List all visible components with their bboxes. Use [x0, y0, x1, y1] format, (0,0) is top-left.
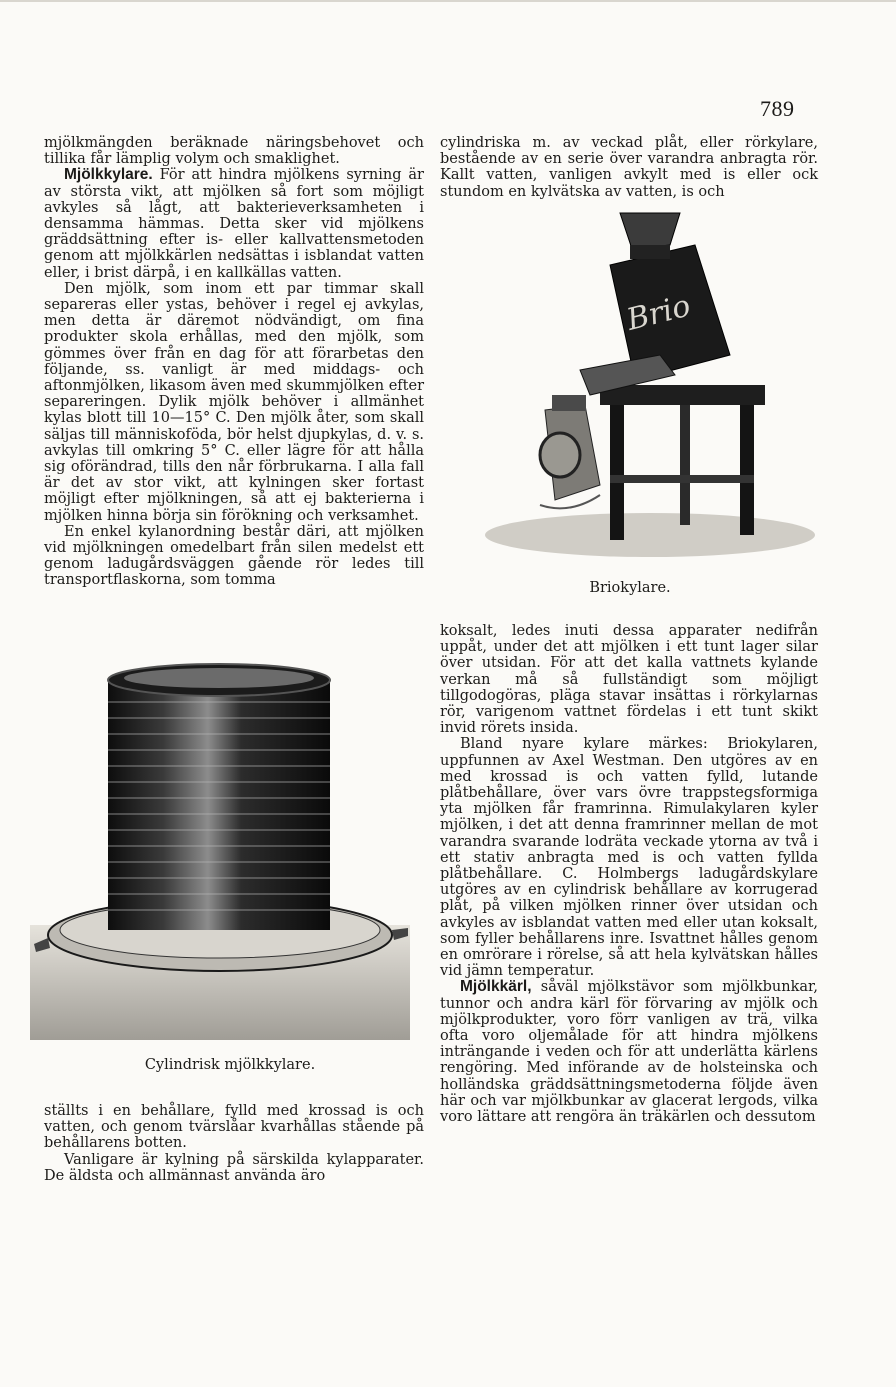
right-column-bottom-text: [440, 623, 818, 1125]
paragraph-text: cylindriska m. av veckad plåt, eller rörkylare, bestående av en serie över varandra anbragta rör. Kallt vatten, vanligen avkylt med is eller ock stundom en kylvätska av vatten, is och: [440, 135, 818, 200]
brio-cooler-figure: [460, 205, 820, 565]
paragraph: [44, 1103, 424, 1152]
floor-shadow: [485, 513, 815, 557]
paragraph-text: koksalt, ledes inuti dessa apparater nedifrån uppåt, under det att mjölken i ett tunt lager silar över utsidan. För att det kalla vattnets kylande verkan må så fullständigt som möjligt tillgodogöras, pläga stavar insättas i rörkylarnas rör, varigenom vattnet fördelas i ett tunt skikt invid rörets insida.: [440, 623, 818, 737]
paragraph: [44, 281, 424, 524]
top-funnel: [620, 213, 680, 249]
paragraph-text: För att hindra mjölkens syrning är av största vikt, att mjölken så fort som möjligt avkyles så lågt, att bakterieverksamheten i densamma hämmas. Detta sker vid mjölkens gräddsättning efter is- eller kallvattensmetoden genom att mjölkkärlen nedsättas i isblandat vatten eller, i brist därpå, i en kallkällas vatten.: [44, 167, 424, 281]
paragraph-heading: Mjölkkylare.: [64, 166, 153, 184]
right-column-top-text: [440, 135, 818, 200]
stand-leg-left: [610, 395, 624, 540]
paragraph: [440, 623, 818, 736]
page-top-edge: [0, 0, 896, 2]
paragraph-text: Den mjölk, som inom ett par timmar skall separeras eller ystas, behöver i regel ej avkylas, men detta är däremot nödvändigt, om fina produkter skola erhållas, med den mjölk, som gömmes över från en dag för att förarbetas den följande, ss. vanligt är med middags- och aftonmjölken, likasom även med skummjölken efter separeringen. Dylik mjölk behöver i allmänhet kylas blott till 10—15° C. Den mjölk åter, som skall säljas till människoföda, bör helst djupkylas, d. v. s. avkylas till omkring 5° C. eller lägre för att hålla sig oförändrad, tills den når förbrukarna. I alla fall är det av stor vikt, att kylningen sker fortast möjligt efter mjölkningen, så att ej bakterierna i mjölken hinna börja sin förökning och verksamhet.: [44, 280, 424, 524]
cylindrical-cooler-figure: [30, 660, 410, 1045]
paragraph-heading: Mjölkkärl,: [460, 978, 532, 996]
cylinder-figure-caption: Cylindrisk mjölkkylare.: [144, 1057, 316, 1073]
paragraph-text: En enkel kylanordning består däri, att mjölken vid mjölkningen omedelbart från silen medelst ett genom ladugårdsväggen gående rör ledes till transportflaskorna, som tomma: [44, 523, 424, 589]
paragraph-text: mjölkmängden beräknade näringsbehovet och tillika får lämplig volym och smaklighet.: [44, 135, 424, 168]
paragraph-text: ställts i en behållare, fylld med krossad is och vatten, och genom tvärslåar kvarhållas stående på behållarens botten.: [44, 1103, 424, 1152]
stand-leg-right: [740, 395, 754, 535]
milk-can-porthole: [540, 433, 580, 477]
paragraph: [44, 167, 424, 280]
paragraph-text: såväl mjölkstävor som mjölkbunkar, tunnor och andra kärl för förvaring av mjölk och mjölkprodukter, voro förr vanligen av trä, vilka ofta voro oljemålade för att hindra mjölkens inträngande i veden och för att underlätta kärlens rengöring. Med införande av de holsteinska och holländska gräddsättningsmetoderna följde även här och var mjölkbunkar av glacerat lergods, vilka voro lättare att rengöra än träkärlen och dessutom: [440, 979, 818, 1126]
page-number: 789: [760, 96, 795, 121]
paragraph: [44, 135, 424, 167]
left-column-bottom-text: [44, 1103, 424, 1184]
left-column-top-text: [44, 135, 424, 589]
paragraph: [440, 135, 818, 200]
paragraph: [440, 979, 818, 1125]
stand-top: [600, 385, 765, 405]
brio-figure-caption: Briokylare.: [589, 580, 671, 596]
paragraph-text: Bland nyare kylare märkes: Briokylaren, uppfunnen av Axel Westman. Den utgöres av en med krossad is och vatten fylld, lutande plåtbehållare, över vars övre trappstegsformiga yta mjölken får framrinna. Rimulakylaren kyler mjölken, i det att denna framrinner mellan de mot varandra svarande lodräta veckade ytorna av två i ett stativ anbragta med is och vatten fyllda plåtbehållare. C. Holmbergs ladugårdskylare utgöres av en cylindrisk behållare av korrugerad plåt, på vilken mjölken rinner över utsidan och avkyles av isblandat vatten med eller utan koksalt, som fyller behållarens inre. Isvattnet hålles genom en omrörare i rörelse, så att hela kylvätskan hålles vid jämn temperatur.: [440, 736, 818, 980]
brio-logo: Brio: [623, 288, 694, 338]
paragraph: [44, 1152, 424, 1184]
paragraph: [440, 736, 818, 979]
paragraph: [44, 524, 424, 589]
paragraph-text: Vanligare är kylning på särskilda kylapparater. De äldsta och allmännast använda äro: [44, 1151, 424, 1184]
